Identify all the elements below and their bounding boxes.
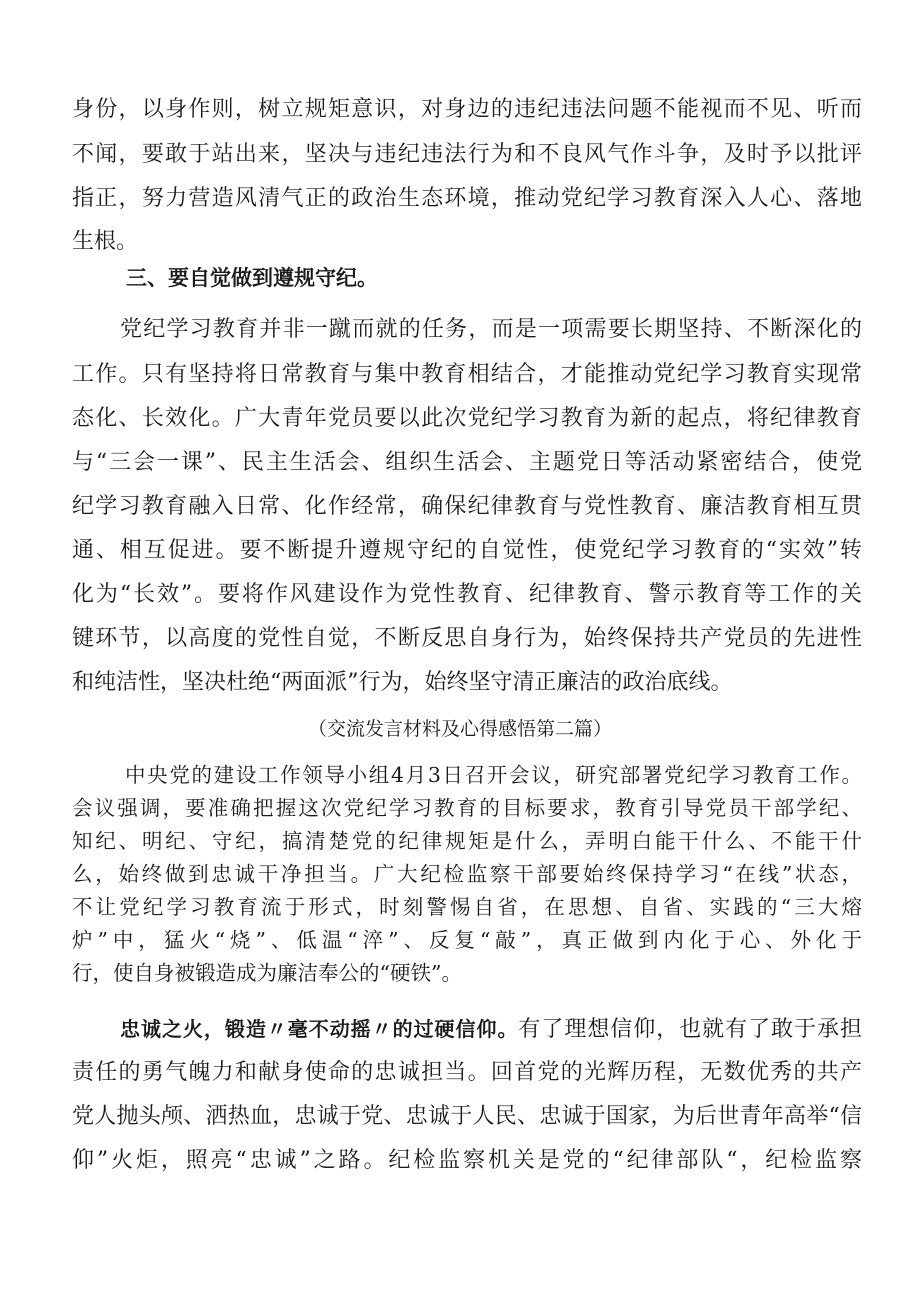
paragraph-line: 生根。 [72,229,139,254]
paragraph-line: 工作。只有坚持将日常教育与集中教育相结合，才能推动党纪学习教育实现常 [72,362,862,387]
article-subtitle: （交流发言材料及心得感悟第二篇） [307,718,612,740]
paragraph-line: 化为“长效”。要将作风建设作为党性教育、纪律教育、警示教育等工作的关 [72,582,862,607]
paragraph-line: 中央党的建设工作领导小组4月3日召开会议，研究部署党纪学习教育工作。 [125,763,862,787]
paragraph-line: 知纪、明纪、守纪，搞清楚党的纪律规矩是什么，弄明白能干什么、不能干什 [72,829,862,853]
paragraph-line: 通、相互促进。要不断提升遵规守纪的自觉性，使党纪学习教育的“实效”转 [72,538,862,563]
paragraph-line: 指正，努力营造风清气正的政治生态环境，推动党纪学习教育深入人心、落地 [72,186,862,211]
lead-rest: 有了理想信仰，也就有了敢于承担 [518,1017,862,1042]
paragraph-line: 炉”中，猛火“烧”、低温“淬”、反复“敲”，真正做到内化于心、外化于 [72,928,862,952]
paragraph-line: 键环节，以高度的党性自觉，不断反思自身行为，始终保持共产党员的先进性 [72,626,862,651]
paragraph-line: 纪学习教育融入日常、化作经常，确保纪律教育与党性教育、廉洁教育相互贯 [72,494,862,519]
paragraph-line: 不让党纪学习教育流于形式，时刻警惕自省，在思想、自省、实践的“三大熔 [72,895,862,919]
paragraph-line: 行，使自身被锻造成为廉洁奉公的“硬铁”。 [72,961,462,985]
paragraph-line: 身份，以身作则，树立规矩意识，对身边的违纪违法问题不能视而不见、听而 [72,97,862,122]
section-heading: 三、要自觉做到遵规守纪。 [126,266,378,290]
bold-lead: 忠诚之火，锻造〃毫不动摇〃的过硬信仰。 [120,1017,519,1041]
paragraph-line: 党人抛头颅、洒热血，忠诚于党、忠诚于人民、忠诚于国家，为后世青年高举“信 [72,1104,862,1129]
paragraph-line: 责任的勇气魄力和献身使命的忠诚担当。回首党的光辉历程，无数优秀的共产 [72,1060,862,1085]
paragraph-line [120,1014,862,1044]
paragraph-line: 态化、长效化。广大青年党员要以此次党纪学习教育为新的起点，将纪律教育 [72,406,862,431]
paragraph-line: 和纯洁性，坚决杜绝“两面派”行为，始终坚守清正廉洁的政治底线。 [72,670,733,695]
paragraph-line: 党纪学习教育并非一蹴而就的任务，而是一项需要长期坚持、不断深化的 [120,317,862,342]
paragraph-line: 么，始终做到忠诚干净担当。广大纪检监察干部要始终保持学习“在线”状态， [72,862,862,886]
paragraph-line: 与“三会一课”、民主生活会、组织生活会、主题党日等活动紧密结合，使党 [72,450,862,475]
paragraph-line: 会议强调，要准确把握这次党纪学习教育的目标要求，教育引导党员干部学纪、 [72,796,862,820]
paragraph-line: 不闻，要敢于站出来，坚决与违纪违法行为和不良风气作斗争，及时予以批评 [72,142,862,167]
paragraph-line: 仰”火炬，照亮“忠诚”之路。纪检监察机关是党的“纪律部队“，纪检监察 [72,1148,862,1173]
